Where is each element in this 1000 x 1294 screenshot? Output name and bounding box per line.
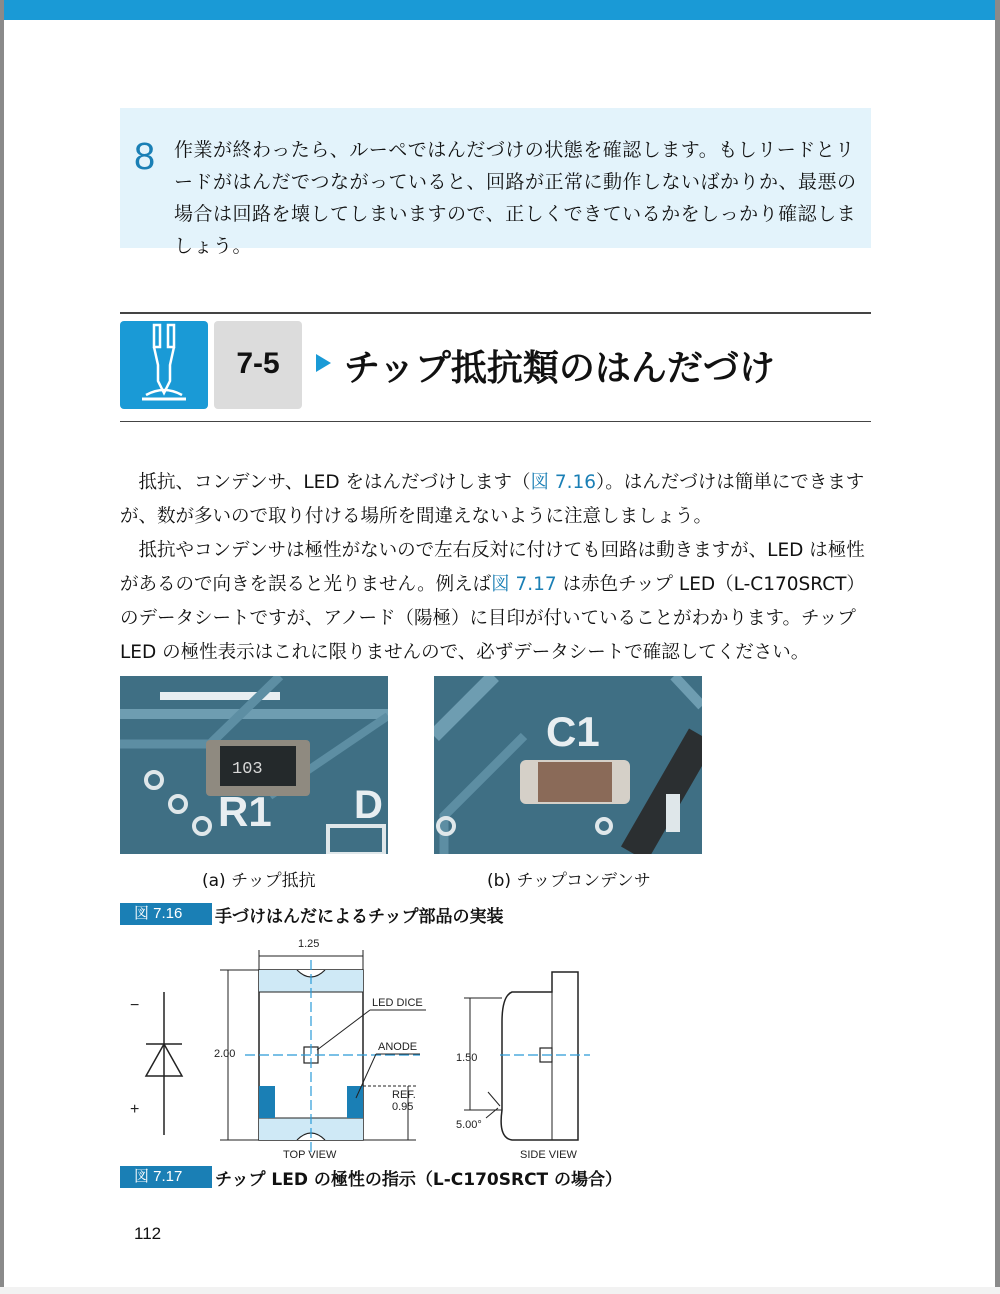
body-text [120, 466, 875, 670]
c1-silkscreen: C1 [546, 708, 600, 755]
step-text: 作業が終わったら、ルーペではんだづけの状態を確認します。もしリードとリードがはんだでつながっていると、回路が正常に動作しないばかりか、最悪の場合は回路を壊してしまいますので、正しくできているかをしっかり確認しましょう。 [174, 139, 857, 257]
paragraph-1 [120, 466, 875, 534]
led-datasheet-diagram [120, 930, 620, 1162]
figure-7-16-title: 手づけはんだによるチップ部品の実装 [215, 907, 504, 927]
minus-sign: − [130, 997, 140, 1014]
angle-dimension: 5.00° [456, 1119, 482, 1131]
figure-7-17-label: 図 7.17 [120, 1166, 212, 1188]
figure-7-16-label: 図 7.16 [120, 903, 212, 925]
page-number: 112 [134, 1224, 162, 1243]
section-title: チップ抵抗類のはんだづけ [344, 348, 775, 389]
soldering-iron-icon [120, 321, 208, 409]
step-number: 8 [134, 136, 156, 178]
chip-resistor-photo [120, 676, 388, 854]
photo-b-caption: (b) チップコンデンサ [487, 871, 651, 891]
section-rule-bottom [120, 421, 871, 422]
photo-a-caption: (a) チップ抵抗 [202, 871, 316, 891]
anode-label: ANODE [378, 1041, 418, 1053]
book-page [4, 0, 995, 1289]
bottom-band [0, 1287, 1000, 1294]
figure-7-17-title: チップ LED の極性の指示（L-C170SRCT の場合） [215, 1170, 623, 1190]
led-dice-label: LED DICE [372, 997, 423, 1009]
figure-link-7-16[interactable]: 図 7.16 [530, 472, 597, 493]
step-box [120, 108, 871, 257]
play-arrow-icon [316, 354, 331, 372]
ref-label: REF. [392, 1089, 416, 1101]
top-view-label: TOP VIEW [283, 1149, 337, 1161]
figure-link-7-17[interactable]: 図 7.17 [491, 574, 557, 595]
side-height-dimension: 1.50 [456, 1052, 478, 1064]
ref-value: 0.95 [392, 1101, 414, 1113]
paragraph-2-text-a: 抵抗やコンデンサは極性がないので左右反対に付けても回路は動きますが、LED は極性があるので向きを誤ると光りません。例えば [120, 540, 865, 595]
resistor-marking: 103 [232, 760, 263, 779]
r1-silkscreen: R1 [218, 788, 272, 835]
height-dimension: 2.00 [214, 1048, 236, 1060]
width-dimension: 1.25 [298, 938, 320, 950]
paragraph-2-text-b: は赤色チップ LED（L-C170SRCT）のデータシートですが、アノード（陽極）に目印が付いていることがわかります。チップ LED の極性表示はこれに限りませんので、必ずデータシートで確認してください。 [120, 574, 865, 663]
section-number: 7-5 [236, 347, 280, 380]
chip-capacitor-photo [434, 676, 702, 854]
paragraph-1-text-b: ）。はんだづけは簡単にできますが、数が多いので取り付ける場所を間違えないように注意しましょう。 [120, 472, 865, 527]
section-number-box [214, 321, 302, 409]
paragraph-1-text-a: 抵抗、コンデンサ、LED をはんだづけします（ [138, 472, 531, 493]
side-view-label: SIDE VIEW [520, 1149, 577, 1161]
top-color-bar [4, 0, 995, 20]
paragraph-2 [120, 534, 875, 670]
section-rule-top [120, 312, 871, 314]
plus-sign: + [130, 1101, 140, 1118]
d-silkscreen: D [354, 783, 383, 827]
